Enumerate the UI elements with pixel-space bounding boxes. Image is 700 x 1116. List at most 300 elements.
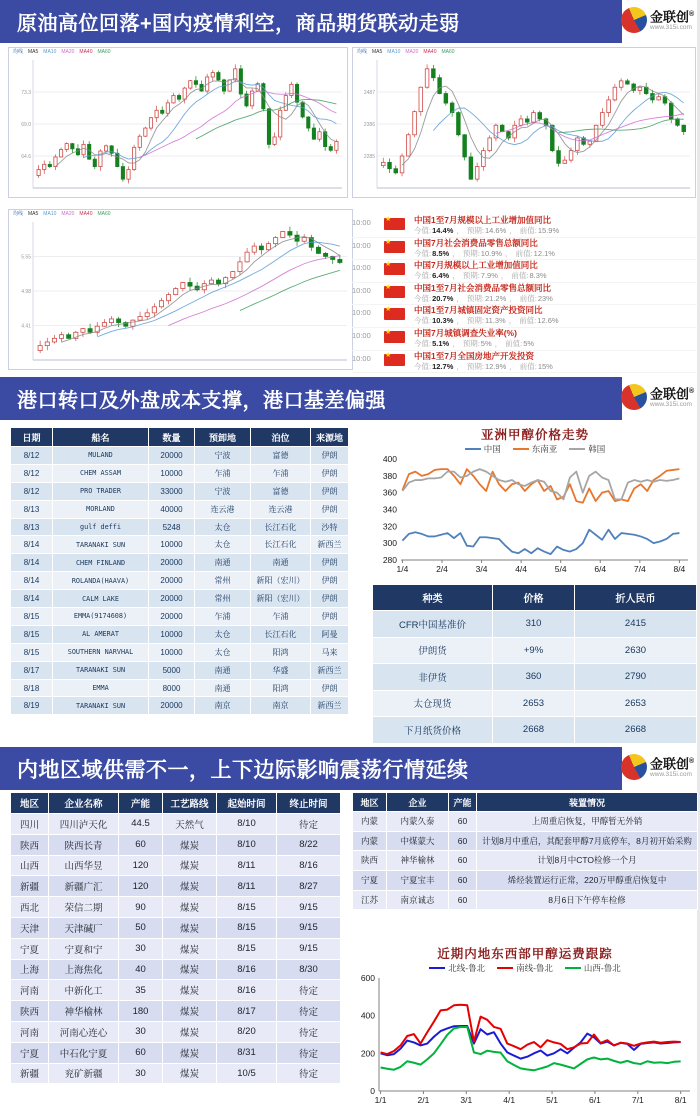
plant-maintenance-table bbox=[10, 792, 341, 1084]
legend-swatch bbox=[513, 448, 529, 450]
table-cell: 8/11 bbox=[217, 855, 277, 876]
table-cell: 40 bbox=[119, 959, 163, 980]
jinlianchuang-logo bbox=[621, 754, 699, 780]
brand-url: www.315i.com bbox=[650, 400, 692, 408]
table-cell: 5248 bbox=[149, 518, 195, 536]
news-title: 中国7月社会消费品零售总额同比 bbox=[414, 237, 538, 248]
futures-kline-chart-3 bbox=[8, 209, 353, 370]
table-header-row bbox=[373, 585, 697, 611]
kline-chart-top-right bbox=[353, 56, 695, 196]
svg-text:8/4: 8/4 bbox=[673, 564, 686, 574]
table-cell: 宁波 bbox=[195, 447, 251, 465]
banner-title: 原油高位回落+国内疫情利空，商品期货联动走弱 bbox=[17, 13, 460, 35]
table-cell: 天津碱厂 bbox=[49, 917, 119, 938]
table-cell: CALM LAKE bbox=[53, 590, 149, 608]
table-cell: 沙特 bbox=[311, 518, 349, 536]
table-cell: 太仓现货 bbox=[373, 690, 493, 717]
table-row bbox=[11, 572, 349, 590]
brand-name: 金联创 bbox=[650, 386, 690, 402]
table-cell: 太仓 bbox=[195, 536, 251, 554]
news-values: 今值:20.7% ， 预期:21.2% ， 前值:23% bbox=[414, 293, 553, 303]
table-cell: 35 bbox=[119, 980, 163, 1001]
table-cell: 90 bbox=[119, 897, 163, 918]
news-time: 10:00 bbox=[352, 218, 371, 227]
headline-banner-2 bbox=[0, 377, 622, 420]
table-cell: 33000 bbox=[149, 482, 195, 500]
svg-text:4/4: 4/4 bbox=[515, 564, 528, 574]
column-header: 起始时间 bbox=[217, 793, 277, 814]
brand-icon bbox=[621, 7, 647, 33]
table-cell: 20000 bbox=[149, 572, 195, 590]
legend-item bbox=[429, 962, 485, 974]
futures-kline-chart-1 bbox=[8, 47, 348, 198]
column-header: 预卸地 bbox=[195, 428, 251, 447]
legend-swatch bbox=[565, 967, 581, 969]
table-cell: 8/16 bbox=[217, 980, 277, 1001]
table-cell: 伊朗 bbox=[311, 679, 349, 697]
table-cell: 南京 bbox=[251, 697, 311, 715]
table-cell: 60 bbox=[449, 812, 477, 832]
table-cell: 120 bbox=[119, 876, 163, 897]
table-cell: 8/15 bbox=[217, 897, 277, 918]
table-cell: 2653 bbox=[575, 690, 697, 717]
table-cell: 富德 bbox=[251, 482, 311, 500]
table-cell: MULAND bbox=[53, 447, 149, 465]
table-cell: 120 bbox=[119, 855, 163, 876]
registered-mark: ® bbox=[689, 388, 695, 396]
table-row bbox=[11, 1001, 341, 1022]
svg-text:340: 340 bbox=[382, 504, 397, 515]
flag-star: ★ bbox=[385, 238, 392, 246]
table-cell: 8/12 bbox=[11, 447, 53, 465]
table-row bbox=[373, 717, 697, 744]
news-title: 中国7月规模以上工业增加值同比 bbox=[414, 260, 538, 271]
table-cell: 8/17 bbox=[217, 1001, 277, 1022]
table-cell: 内蒙 bbox=[353, 812, 387, 832]
table-cell: 阳鸿 bbox=[251, 679, 311, 697]
table-row bbox=[353, 851, 698, 871]
headline-banner-1 bbox=[0, 0, 622, 43]
table-cell: 60 bbox=[449, 870, 477, 890]
news-values: 今值:12.7% ， 预期:12.9% ， 前值:15% bbox=[414, 361, 553, 371]
table-cell: 江苏 bbox=[353, 890, 387, 910]
table-cell: 20000 bbox=[149, 608, 195, 626]
table-cell: TARANAKI SUN bbox=[53, 536, 149, 554]
table-cell: 8/12 bbox=[11, 464, 53, 482]
news-item[interactable] bbox=[352, 305, 698, 328]
svg-text:200: 200 bbox=[360, 1048, 375, 1059]
table-row bbox=[11, 661, 349, 679]
table-cell: 神华榆林 bbox=[49, 1001, 119, 1022]
table-row bbox=[11, 1063, 341, 1084]
svg-text:7/4: 7/4 bbox=[633, 564, 646, 574]
table-cell: 伊朗货 bbox=[373, 637, 493, 664]
table-row bbox=[11, 500, 349, 518]
table-cell: 天然气 bbox=[163, 814, 217, 835]
table-cell: 2790 bbox=[575, 664, 697, 691]
kline-header-legend: 均线 MA5 MA10 MA20 MA40 MA60 bbox=[357, 49, 455, 55]
asia-methanol-price-chart-svg bbox=[374, 454, 696, 574]
table-cell: 非伊货 bbox=[373, 664, 493, 691]
news-item[interactable] bbox=[352, 215, 698, 238]
table-cell: 连云港 bbox=[251, 500, 311, 518]
table-cell: 荣信二期 bbox=[49, 897, 119, 918]
table-cell: 待定 bbox=[277, 980, 341, 1001]
table-cell: 8/31 bbox=[217, 1042, 277, 1063]
svg-text:5/1: 5/1 bbox=[546, 1095, 558, 1105]
table-cell: 煤炭 bbox=[163, 855, 217, 876]
table-cell: 60 bbox=[449, 890, 477, 910]
china-flag-icon bbox=[384, 328, 405, 343]
table-cell: 煤炭 bbox=[163, 1001, 217, 1022]
table-cell: 8/13 bbox=[11, 500, 53, 518]
table-cell: 2653 bbox=[493, 690, 575, 717]
table-cell: 计划8月中重启，其配套甲醇7月底停车，8月初开始采购 bbox=[477, 831, 698, 851]
table-cell: 宁夏和宁 bbox=[49, 938, 119, 959]
table-cell: 20000 bbox=[149, 447, 195, 465]
asia-methanol-price-chart bbox=[374, 427, 696, 574]
table-cell: 南通 bbox=[195, 661, 251, 679]
svg-text:8/1: 8/1 bbox=[674, 1095, 687, 1105]
table-cell: 内蒙久泰 bbox=[387, 812, 449, 832]
column-header: 地区 bbox=[11, 793, 49, 814]
table-cell: 8/19 bbox=[11, 697, 53, 715]
table-cell: 烯烃装置运行正常，220万甲醇重启恢复中 bbox=[477, 870, 698, 890]
table-row bbox=[11, 482, 349, 500]
kline-chart-bottom-left bbox=[9, 218, 352, 368]
table-cell: 8/15 bbox=[11, 625, 53, 643]
table-cell: 伊朗 bbox=[311, 590, 349, 608]
legend-item bbox=[569, 443, 605, 455]
table-cell: 宁波 bbox=[195, 482, 251, 500]
table-cell: PRO TRADER bbox=[53, 482, 149, 500]
table-cell: ROLANDA(HAAVA) bbox=[53, 572, 149, 590]
table-cell: 9/15 bbox=[277, 938, 341, 959]
table-cell: 10000 bbox=[149, 643, 195, 661]
table-cell: 40000 bbox=[149, 500, 195, 518]
table-cell: 10000 bbox=[149, 536, 195, 554]
table-row bbox=[11, 814, 341, 835]
table-cell: 连云港 bbox=[195, 500, 251, 518]
table-cell: 煤炭 bbox=[163, 1063, 217, 1084]
svg-text:4/1: 4/1 bbox=[503, 1095, 516, 1105]
svg-text:7/1: 7/1 bbox=[631, 1095, 644, 1105]
column-header: 日期 bbox=[11, 428, 53, 447]
vessel-arrival-table bbox=[10, 427, 349, 715]
table-cell: 陕西 bbox=[11, 1001, 49, 1022]
news-values: 今值:5.1% ， 预期:5% ， 前值:5% bbox=[414, 338, 535, 348]
table-cell: CFR中国基准价 bbox=[373, 611, 493, 638]
table-cell: 30 bbox=[119, 938, 163, 959]
table-cell: 四川 bbox=[11, 814, 49, 835]
table-cell: 待定 bbox=[277, 1063, 341, 1084]
table-cell: 煤炭 bbox=[163, 917, 217, 938]
table-row bbox=[11, 1021, 341, 1042]
table-cell: 新西兰 bbox=[311, 661, 349, 679]
table-cell: 2668 bbox=[575, 717, 697, 744]
china-flag-icon bbox=[384, 351, 405, 366]
table-cell: 8/15 bbox=[217, 917, 277, 938]
svg-text:400: 400 bbox=[360, 1010, 375, 1021]
column-header: 产能 bbox=[119, 793, 163, 814]
table-cell: 伊朗 bbox=[311, 447, 349, 465]
table-cell: 上周重启恢复，甲醇暂无外销 bbox=[477, 812, 698, 832]
table-cell: 50 bbox=[119, 917, 163, 938]
legend-item bbox=[565, 962, 621, 974]
table-cell: 60 bbox=[449, 831, 477, 851]
svg-text:73.3: 73.3 bbox=[21, 90, 31, 96]
kline-chart-top-left bbox=[9, 56, 347, 196]
table-cell: 煤炭 bbox=[163, 1042, 217, 1063]
china-flag-icon bbox=[384, 283, 405, 298]
table-cell: 5000 bbox=[149, 661, 195, 679]
table-cell: 兖矿新疆 bbox=[49, 1063, 119, 1084]
table-header-row bbox=[353, 793, 698, 812]
table-cell: 60 bbox=[119, 1042, 163, 1063]
table-cell: 长江石化 bbox=[251, 536, 311, 554]
table-cell: 8/17 bbox=[11, 661, 53, 679]
table-cell: 中新化工 bbox=[49, 980, 119, 1001]
table-row bbox=[11, 834, 341, 855]
table-cell: CHEM FINLAND bbox=[53, 554, 149, 572]
banner-title: 港口转口及外盘成本支撑，港口基差偏强 bbox=[17, 390, 386, 412]
table-cell: 伊朗 bbox=[311, 572, 349, 590]
jinlianchuang-logo bbox=[621, 384, 699, 410]
svg-text:2487: 2487 bbox=[363, 90, 375, 96]
table-cell: 9/15 bbox=[277, 897, 341, 918]
table-cell: 8/12 bbox=[11, 482, 53, 500]
legend-item bbox=[465, 443, 501, 455]
column-header: 价格 bbox=[493, 585, 575, 611]
table-cell: 8月6日下午停车检修 bbox=[477, 890, 698, 910]
table-cell: 煤炭 bbox=[163, 959, 217, 980]
table-cell: 8/10 bbox=[217, 834, 277, 855]
table-row bbox=[353, 831, 698, 851]
news-title: 中国7月城镇调查失业率(%) bbox=[414, 327, 517, 338]
table-row bbox=[11, 464, 349, 482]
table-cell: 煤炭 bbox=[163, 897, 217, 918]
table-cell: 10000 bbox=[149, 464, 195, 482]
legend-item bbox=[497, 962, 553, 974]
table-cell: 伊朗 bbox=[311, 554, 349, 572]
table-cell: 新疆广汇 bbox=[49, 876, 119, 897]
table-row bbox=[11, 1042, 341, 1063]
table-cell: 煤炭 bbox=[163, 876, 217, 897]
table-cell: 8/30 bbox=[277, 959, 341, 980]
table-row bbox=[353, 890, 698, 910]
svg-text:1/1: 1/1 bbox=[374, 1095, 387, 1105]
table-cell: 伊朗 bbox=[311, 482, 349, 500]
legend-swatch bbox=[429, 967, 445, 969]
registered-mark: ® bbox=[689, 758, 695, 766]
table-row bbox=[11, 643, 349, 661]
news-values: 今值:8.5% ， 预期:10.9% ， 前值:12.1% bbox=[414, 248, 555, 258]
table-row bbox=[373, 611, 697, 638]
column-header: 终止时间 bbox=[277, 793, 341, 814]
news-item[interactable] bbox=[352, 283, 698, 306]
table-row bbox=[353, 812, 698, 832]
china-flag-icon bbox=[384, 218, 405, 230]
column-header: 装置情况 bbox=[477, 793, 698, 812]
table-cell: 8/14 bbox=[11, 590, 53, 608]
table-cell: 内蒙 bbox=[353, 831, 387, 851]
table-cell: 伊朗 bbox=[311, 464, 349, 482]
table-row bbox=[353, 870, 698, 890]
legend-label: 中国 bbox=[483, 443, 501, 454]
flag-star: ★ bbox=[385, 351, 392, 359]
table-cell: gulf deffi bbox=[53, 518, 149, 536]
legend-label: 南线-鲁北 bbox=[516, 962, 553, 973]
table-cell: 富德 bbox=[251, 447, 311, 465]
table-cell: 宁夏 bbox=[353, 870, 387, 890]
news-item[interactable] bbox=[352, 328, 698, 351]
table-cell: 2630 bbox=[575, 637, 697, 664]
svg-text:69.0: 69.0 bbox=[21, 122, 31, 128]
table-cell: 8/27 bbox=[277, 876, 341, 897]
news-item[interactable] bbox=[352, 260, 698, 283]
table-row bbox=[11, 917, 341, 938]
table-row bbox=[11, 897, 341, 918]
brand-icon bbox=[621, 384, 647, 410]
economic-news-list bbox=[352, 215, 698, 373]
legend-item bbox=[513, 443, 558, 455]
table-cell: 10/5 bbox=[217, 1063, 277, 1084]
table-cell: 30 bbox=[119, 1021, 163, 1042]
table-row bbox=[373, 690, 697, 717]
news-values: 今值:10.3% ， 预期:11.3% ， 前值:12.6% bbox=[414, 316, 559, 326]
table-cell: 马来 bbox=[311, 643, 349, 661]
table-cell: 60 bbox=[449, 851, 477, 871]
news-time: 10:00 bbox=[352, 353, 371, 363]
column-header: 泊位 bbox=[251, 428, 311, 447]
table-row bbox=[11, 876, 341, 897]
legend-label: 山西-鲁北 bbox=[583, 962, 621, 973]
table-cell: 天津 bbox=[11, 917, 49, 938]
futures-kline-chart-2 bbox=[352, 47, 696, 198]
jinlianchuang-logo bbox=[621, 7, 699, 33]
table-cell: 煤炭 bbox=[163, 980, 217, 1001]
svg-text:2285: 2285 bbox=[363, 154, 375, 160]
table-header-row bbox=[11, 428, 349, 447]
legend-swatch bbox=[497, 967, 513, 969]
table-cell: 10000 bbox=[149, 625, 195, 643]
table-cell: 新疆 bbox=[11, 876, 49, 897]
svg-text:3/4: 3/4 bbox=[475, 564, 488, 574]
table-cell: EMMA bbox=[53, 679, 149, 697]
svg-text:2/4: 2/4 bbox=[436, 564, 448, 574]
table-cell: 河南 bbox=[11, 980, 49, 1001]
table-cell: 8/11 bbox=[217, 876, 277, 897]
table-cell: 南京诚志 bbox=[387, 890, 449, 910]
news-item[interactable] bbox=[352, 238, 698, 261]
kline-header-legend: 均线 MA5 MA10 MA20 MA40 MA60 bbox=[13, 49, 111, 55]
legend-swatch bbox=[569, 448, 585, 450]
table-row bbox=[11, 447, 349, 465]
table-cell: 神华榆林 bbox=[387, 851, 449, 871]
legend-label: 韩国 bbox=[588, 443, 606, 454]
svg-text:600: 600 bbox=[360, 973, 375, 983]
table-cell: TARANAKI SUN bbox=[53, 697, 149, 715]
table-cell: 四川泸天化 bbox=[49, 814, 119, 835]
table-cell: 2668 bbox=[493, 717, 575, 744]
table-cell: 常州 bbox=[195, 572, 251, 590]
svg-text:3/1: 3/1 bbox=[460, 1095, 473, 1105]
table-cell: 新西兰 bbox=[311, 536, 349, 554]
flag-star: ★ bbox=[385, 216, 392, 223]
table-cell: CHEM ASSAM bbox=[53, 464, 149, 482]
table-row bbox=[11, 625, 349, 643]
column-header: 数量 bbox=[149, 428, 195, 447]
table-cell: 河南心连心 bbox=[49, 1021, 119, 1042]
news-item[interactable] bbox=[352, 351, 698, 374]
svg-text:5/4: 5/4 bbox=[554, 564, 567, 574]
svg-text:2/1: 2/1 bbox=[417, 1095, 430, 1105]
chart-title: 近期内地东西部甲醇运费跟踪 bbox=[437, 946, 613, 961]
news-time: 10:00 bbox=[352, 285, 371, 295]
table-cell: 310 bbox=[493, 611, 575, 638]
table-cell: 中煤蒙大 bbox=[387, 831, 449, 851]
table-cell: 河南 bbox=[11, 1021, 49, 1042]
table-cell: 阿曼 bbox=[311, 625, 349, 643]
brand-url: www.315i.com bbox=[650, 770, 692, 778]
table-cell: 山西 bbox=[11, 855, 49, 876]
table-cell: EMMA(9174608) bbox=[53, 608, 149, 626]
table-cell: 180 bbox=[119, 1001, 163, 1022]
table-cell: 8/16 bbox=[217, 959, 277, 980]
table-cell: 南通 bbox=[195, 679, 251, 697]
flag-star: ★ bbox=[385, 261, 392, 269]
news-values: 今值:14.4% ， 预期:14.6% ， 前值:15.9% bbox=[414, 226, 560, 235]
table-cell: 待定 bbox=[277, 1042, 341, 1063]
table-cell: 8/18 bbox=[11, 679, 53, 697]
table-cell: 8/14 bbox=[11, 554, 53, 572]
table-cell: 乍浦 bbox=[195, 464, 251, 482]
column-header: 企业名称 bbox=[49, 793, 119, 814]
table-cell: 伊朗 bbox=[311, 500, 349, 518]
table-row bbox=[11, 554, 349, 572]
table-cell: 新阳（宏川） bbox=[251, 590, 311, 608]
table-cell: TARANAKI SUN bbox=[53, 661, 149, 679]
table-cell: 8/13 bbox=[11, 518, 53, 536]
svg-text:400: 400 bbox=[382, 454, 397, 464]
table-cell: 8/14 bbox=[11, 572, 53, 590]
chart-legend bbox=[352, 962, 698, 973]
svg-text:4.98: 4.98 bbox=[21, 289, 31, 295]
table-cell: 新疆 bbox=[11, 1063, 49, 1084]
table-cell: 长江石化 bbox=[251, 518, 311, 536]
table-cell: 宁夏 bbox=[11, 938, 49, 959]
table-cell: 太仓 bbox=[195, 643, 251, 661]
table-cell: 下月纸货价格 bbox=[373, 717, 493, 744]
brand-icon bbox=[621, 754, 647, 780]
table-cell: 乍浦 bbox=[251, 464, 311, 482]
table-cell: 煤炭 bbox=[163, 938, 217, 959]
news-time: 10:00 bbox=[352, 240, 371, 250]
news-title: 中国1至7月规模以上工业增加值同比 bbox=[414, 215, 551, 225]
chart-legend bbox=[374, 443, 696, 454]
table-row bbox=[11, 608, 349, 626]
china-flag-icon bbox=[384, 263, 405, 275]
legend-swatch bbox=[465, 448, 481, 450]
table-cell: 9/15 bbox=[277, 917, 341, 938]
column-header: 地区 bbox=[353, 793, 387, 812]
table-cell: 南京 bbox=[195, 697, 251, 715]
table-row bbox=[11, 959, 341, 980]
table-row bbox=[11, 938, 341, 959]
brand-name: 金联创 bbox=[650, 756, 690, 772]
table-row bbox=[11, 697, 349, 715]
table-cell: 陕西 bbox=[353, 851, 387, 871]
